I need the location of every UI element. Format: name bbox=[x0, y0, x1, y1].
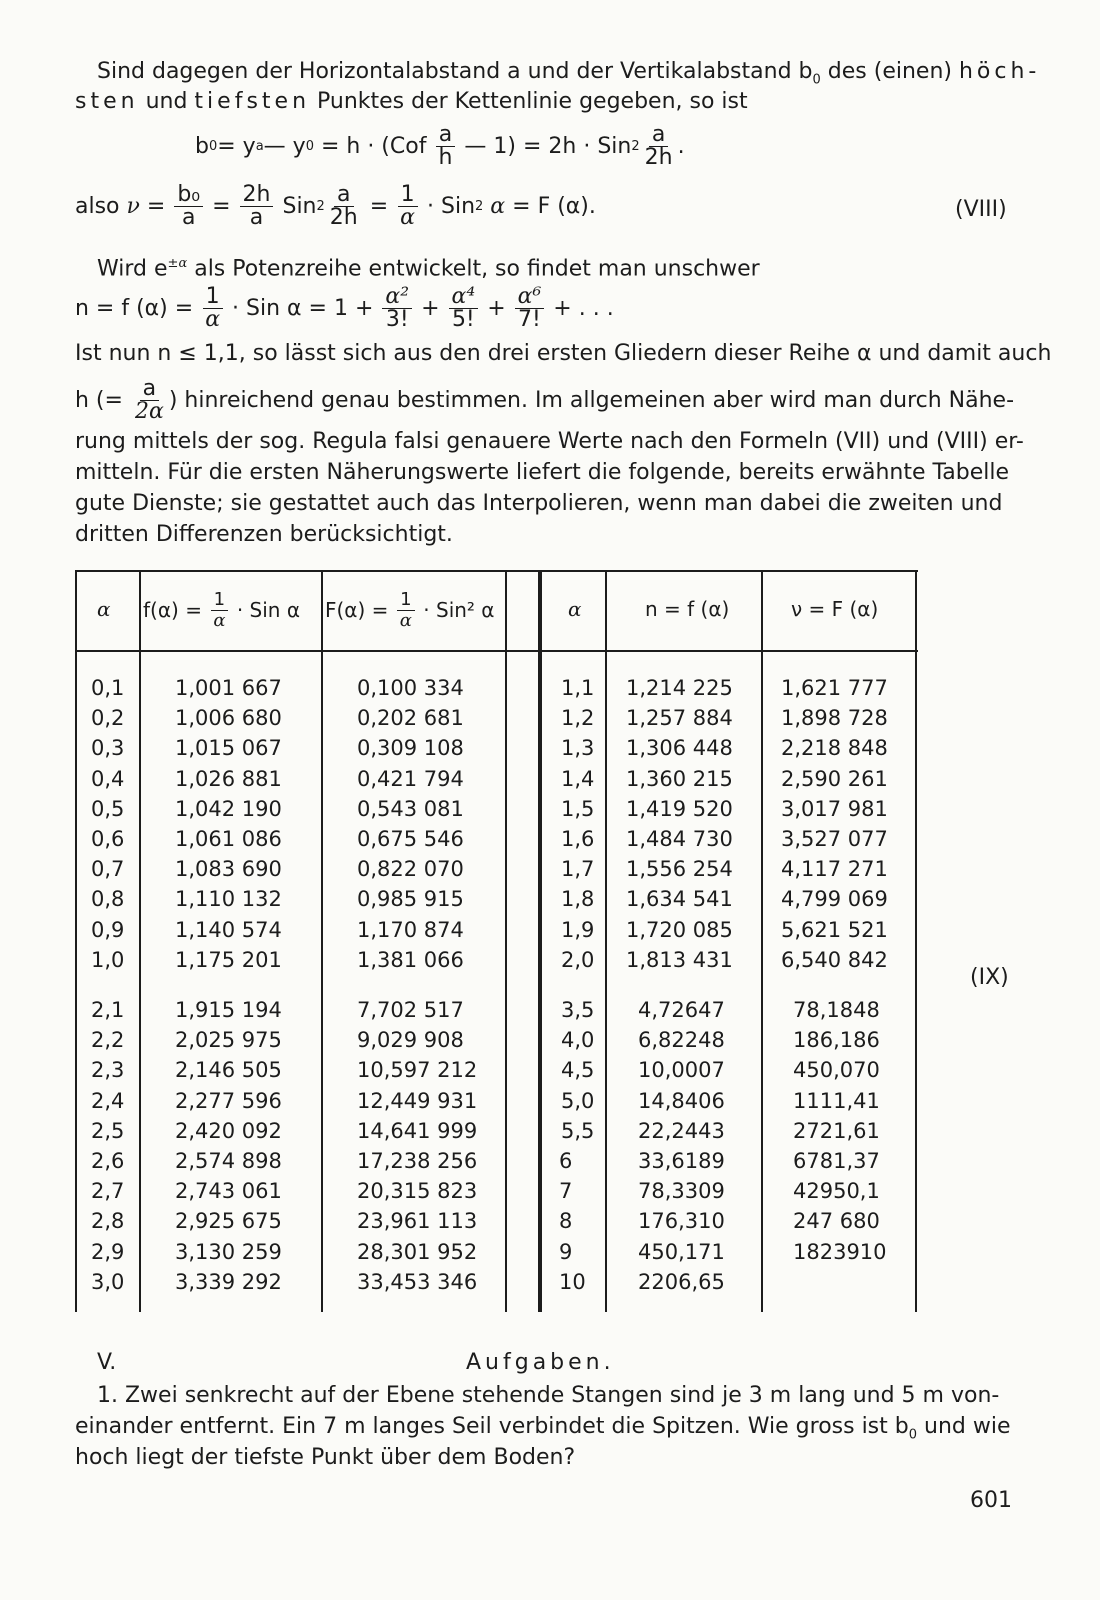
equation-label-ix: (IX) bbox=[970, 965, 1009, 990]
fraction-b0-over-a: $\frac{\text{b₀}}{a}$ bbox=[174, 184, 203, 229]
table-right-n-value-cell: 450,171 bbox=[638, 1239, 725, 1264]
table-right-n-value-cell: 1,634 541 bbox=[626, 887, 733, 912]
table-left-F-value-cell: 0,309 108 bbox=[357, 736, 464, 761]
table-left-f-value-cell: 1,140 574 bbox=[175, 917, 282, 942]
paragraph-line-4: mitteln. Für die ersten Näherungswerte liefert die folgende, bereits erwähnte Tabelle bbox=[75, 460, 1010, 485]
table-col-sep-3 bbox=[505, 570, 507, 1312]
table-right-n-value-cell: 1,556 254 bbox=[626, 857, 733, 882]
table-right-alpha-cell: 4,5 bbox=[561, 1058, 595, 1083]
table-left-border bbox=[75, 570, 77, 1312]
header-F-frac: $\frac{1}{\alpha}$ bbox=[397, 590, 415, 631]
series-intro: Wird $e^{\pm\alpha}$ als Potenzreihe entwickelt, so findet man unschwer bbox=[97, 256, 760, 282]
table-left-alpha-cell: 2,2 bbox=[91, 1028, 125, 1053]
table-right-n-value-cell: 1,306 448 bbox=[626, 736, 733, 761]
table-right-nu-value-cell: 1,898 728 bbox=[781, 706, 888, 731]
table-left-F-value-cell: 14,641 999 bbox=[357, 1118, 478, 1143]
table-col-sep-1 bbox=[139, 570, 141, 1312]
section-number: V. bbox=[97, 1350, 117, 1375]
table-left-f-value-cell: 2,574 898 bbox=[175, 1149, 282, 1173]
table-right-nu-value-cell: 5,621 521 bbox=[781, 917, 888, 942]
table-left-f-value-cell: 2,743 061 bbox=[175, 1179, 282, 1204]
table-right-n-value-cell: 1,360 215 bbox=[626, 766, 733, 791]
table-right-alpha-cell: 1,9 bbox=[561, 917, 595, 942]
table-right-alpha-cell: 6 bbox=[559, 1149, 573, 1173]
exercise-line-1: 1. Zwei senkrecht auf der Ebene stehende Stangen sind je 3 m lang und 5 m von- bbox=[97, 1383, 1000, 1408]
paragraph-line-3: rung mittels der sog. Regula falsi genauere Werte nach den Formeln (VII) und (VIII) er- bbox=[75, 429, 1024, 454]
table-right-nu-value-cell: 1,621 777 bbox=[781, 676, 888, 700]
table-right-n-value-cell: 1,214 225 bbox=[626, 676, 733, 700]
table-right-nu-value-cell: 42950,1 bbox=[793, 1179, 880, 1204]
table-right-alpha-cell: 1,3 bbox=[561, 736, 595, 761]
table-right-n-value-cell: 1,484 730 bbox=[626, 827, 733, 851]
table-left-alpha-cell: 0,9 bbox=[91, 917, 125, 942]
table-right-nu-value-cell: 247 680 bbox=[793, 1209, 880, 1234]
table-left-f-value-cell: 2,420 092 bbox=[175, 1118, 282, 1143]
table-left-f-value-cell: 1,110 132 bbox=[175, 887, 282, 912]
table-right-n-value-cell: 1,813 431 bbox=[626, 947, 733, 972]
table-left-alpha-cell: 0,4 bbox=[91, 766, 125, 791]
table-right-border bbox=[915, 570, 917, 1312]
table-right-nu-value-cell: 2,590 261 bbox=[781, 766, 888, 791]
table-header-separator bbox=[75, 650, 918, 652]
table-right-n-value-cell: 2206,65 bbox=[638, 1269, 725, 1294]
fraction-2h-over-a: $\frac{2h}{a}$ bbox=[240, 184, 274, 229]
table-left-F-value-cell: 0,822 070 bbox=[357, 857, 464, 882]
table-left-f-value-cell: 1,083 690 bbox=[175, 857, 282, 882]
table-right-alpha-cell: 1,4 bbox=[561, 766, 595, 791]
table-right-alpha-cell: 3,5 bbox=[561, 998, 595, 1022]
table-right-nu-value-cell: 4,799 069 bbox=[781, 887, 888, 912]
table-left-F-value-cell: 7,702 517 bbox=[357, 998, 464, 1022]
table-left-F-value-cell: 10,597 212 bbox=[357, 1058, 478, 1083]
table-left-alpha-cell: 3,0 bbox=[91, 1269, 125, 1294]
table-left-alpha-cell: 0,3 bbox=[91, 736, 125, 761]
table-right-alpha-cell: 5,0 bbox=[561, 1088, 595, 1113]
table-left-F-value-cell: 20,315 823 bbox=[357, 1179, 478, 1204]
table-right-n-value-cell: 4,72647 bbox=[638, 998, 725, 1022]
table-left-f-value-cell: 1,175 201 bbox=[175, 947, 282, 972]
table-left-f-value-cell: 1,042 190 bbox=[175, 796, 282, 821]
table-left-alpha-cell: 1,0 bbox=[91, 947, 125, 972]
fraction-a-over-2h: $\frac{a}{2h}$ bbox=[644, 122, 673, 170]
table-right-n-value-cell: 78,3309 bbox=[638, 1179, 725, 1204]
table-left-F-value-cell: 23,961 113 bbox=[357, 1209, 478, 1234]
fraction-1-over-alpha-2: $\frac{1}{\alpha}$ bbox=[202, 286, 223, 331]
table-right-n-value-cell: 1,257 884 bbox=[626, 706, 733, 731]
table-left-F-value-cell: 28,301 952 bbox=[357, 1239, 478, 1264]
header-alpha: α bbox=[97, 597, 111, 621]
table-left-f-value-cell: 2,025 975 bbox=[175, 1028, 282, 1053]
table-right-n-value-cell: 1,419 520 bbox=[626, 796, 733, 821]
table-left-f-value-cell: 1,001 667 bbox=[175, 676, 282, 700]
table-left-F-value-cell: 17,238 256 bbox=[357, 1149, 478, 1173]
table-left-f-value-cell: 1,015 067 bbox=[175, 736, 282, 761]
table-col-sep-5 bbox=[761, 570, 763, 1312]
header-n: n = f (α) bbox=[645, 597, 730, 621]
table-left-alpha-cell: 2,4 bbox=[91, 1088, 125, 1113]
table-right-n-value-cell: 6,82248 bbox=[638, 1028, 725, 1053]
paragraph-line-6: dritten Differenzen berücksichtigt. bbox=[75, 522, 453, 547]
table-left-f-value-cell: 2,925 675 bbox=[175, 1209, 282, 1234]
table-left-f-value-cell: 1,006 680 bbox=[175, 706, 282, 731]
paragraph-line-2: h (= $\frac{a}{2\alpha}$ ) hinreichend genau bestimmen. Im allgemeinen aber wird man durch Nähe- bbox=[75, 376, 1015, 424]
table-left-F-value-cell: 1,381 066 bbox=[357, 947, 464, 972]
equation-series: n = f (α) = $\frac{1}{\alpha}$ · Sin α = 1 + $\frac{\text{α²}}{3!}$ + $\frac{\text{α⁴}}{5!}$ + $\frac{\text{α⁶}}{7!}$ + . . . bbox=[75, 284, 614, 332]
table-right-alpha-cell: 8 bbox=[559, 1209, 573, 1234]
table-left-alpha-cell: 0,6 bbox=[91, 827, 125, 851]
table-right-alpha-cell: 9 bbox=[559, 1239, 573, 1264]
table-left-alpha-cell: 0,5 bbox=[91, 796, 125, 821]
table-left-F-value-cell: 12,449 931 bbox=[357, 1088, 478, 1113]
table-left-F-value-cell: 0,543 081 bbox=[357, 796, 464, 821]
table-left-F-value-cell: 33,453 346 bbox=[357, 1269, 478, 1294]
table-right-nu-value-cell: 4,117 271 bbox=[781, 857, 888, 882]
header-f-alpha: f(α) = $\frac{1}{\alpha}$ · Sin α bbox=[143, 588, 301, 631]
function-table bbox=[75, 570, 918, 1312]
table-left-alpha-cell: 2,9 bbox=[91, 1239, 125, 1264]
fraction-1-over-alpha: $\frac{1}{\alpha}$ bbox=[397, 184, 418, 229]
table-left-alpha-cell: 2,8 bbox=[91, 1209, 125, 1234]
table-left-alpha-cell: 0,1 bbox=[91, 676, 125, 700]
table-left-alpha-cell: 2,1 bbox=[91, 998, 125, 1022]
table-left-F-value-cell: 0,421 794 bbox=[357, 766, 464, 791]
table-left-f-value-cell: 1,061 086 bbox=[175, 827, 282, 851]
table-right-alpha-cell: 1,1 bbox=[561, 676, 595, 700]
table-right-alpha-cell: 1,6 bbox=[561, 827, 595, 851]
table-left-F-value-cell: 0,675 546 bbox=[357, 827, 464, 851]
header-alpha-2: α bbox=[568, 597, 582, 621]
table-right-alpha-cell: 7 bbox=[559, 1179, 573, 1204]
table-right-alpha-cell: 5,5 bbox=[561, 1118, 595, 1143]
table-col-sep-2 bbox=[321, 570, 323, 1312]
table-double-rule bbox=[538, 570, 542, 1312]
table-right-nu-value-cell: 78,1848 bbox=[793, 998, 880, 1022]
table-right-alpha-cell: 10 bbox=[559, 1269, 586, 1294]
table-left-alpha-cell: 2,7 bbox=[91, 1179, 125, 1204]
section-title: Aufgaben. bbox=[466, 1350, 615, 1375]
table-right-nu-value-cell: 186,186 bbox=[793, 1028, 880, 1053]
equation-label-viii: (VIII) bbox=[955, 197, 1007, 222]
table-right-alpha-cell: 1,2 bbox=[561, 706, 595, 731]
table-left-F-value-cell: 1,170 874 bbox=[357, 917, 464, 942]
table-left-alpha-cell: 0,2 bbox=[91, 706, 125, 731]
table-right-alpha-cell: 1,8 bbox=[561, 887, 595, 912]
page-number: 601 bbox=[970, 1488, 1012, 1513]
paragraph-line-5: gute Dienste; sie gestattet auch das Interpolieren, wenn man dabei die zweiten und bbox=[75, 491, 1003, 516]
table-right-nu-value-cell: 6781,37 bbox=[793, 1149, 880, 1173]
header-nu: ν = F (α) bbox=[791, 597, 879, 621]
table-left-f-value-cell: 1,026 881 bbox=[175, 766, 282, 791]
table-right-n-value-cell: 14,8406 bbox=[638, 1088, 725, 1113]
exercise-line-2: einander entfernt. Ein 7 m langes Seil verbindet die Spitzen. Wie gross ist $b_0$ und wie bbox=[75, 1414, 1011, 1443]
table-left-F-value-cell: 0,100 334 bbox=[357, 676, 464, 700]
table-left-F-value-cell: 0,202 681 bbox=[357, 706, 464, 731]
table-left-f-value-cell: 1,915 194 bbox=[175, 998, 282, 1022]
table-right-alpha-cell: 1,7 bbox=[561, 857, 595, 882]
table-left-F-value-cell: 0,985 915 bbox=[357, 887, 464, 912]
table-right-alpha-cell: 2,0 bbox=[561, 947, 595, 972]
table-right-n-value-cell: 1,720 085 bbox=[626, 917, 733, 942]
table-top-border bbox=[75, 570, 918, 572]
table-left-f-value-cell: 3,339 292 bbox=[175, 1269, 282, 1294]
equation-b0: b 0 = y a — y 0 = h · (Cof $\frac{a}{h}$ — 1) = 2h · Sin 2 $\frac{a}{2h}$ . bbox=[195, 122, 685, 170]
table-right-n-value-cell: 22,2443 bbox=[638, 1118, 725, 1143]
table-right-alpha-cell: 4,0 bbox=[561, 1028, 595, 1053]
table-left-alpha-cell: 2,3 bbox=[91, 1058, 125, 1083]
table-right-nu-value-cell: 3,017 981 bbox=[781, 796, 888, 821]
term-alpha2: $\frac{\text{α²}}{3!}$ bbox=[382, 286, 412, 331]
exercise-line-3: hoch liegt der tiefste Punkt über dem Boden? bbox=[75, 1445, 576, 1470]
intro-line-1: Sind dagegen der Horizontalabstand a und der Vertikalabstand $b_0$ des (einen) höch- bbox=[97, 59, 1041, 88]
table-right-nu-value-cell: 3,527 077 bbox=[781, 827, 888, 851]
table-right-nu-value-cell: 2721,61 bbox=[793, 1118, 880, 1143]
table-left-f-value-cell: 2,146 505 bbox=[175, 1058, 282, 1083]
fraction-a-over-2alpha: $\frac{a}{2\alpha}$ bbox=[134, 376, 164, 424]
table-left-alpha-cell: 0,8 bbox=[91, 887, 125, 912]
paragraph-line-1: Ist nun n ≤ 1,1, so lässt sich aus den drei ersten Gliedern dieser Reihe α und damit auch bbox=[75, 341, 1052, 366]
header-f-frac: $\frac{1}{\alpha}$ bbox=[210, 590, 228, 631]
table-right-nu-value-cell: 1111,41 bbox=[793, 1088, 880, 1113]
table-col-sep-4 bbox=[605, 570, 607, 1312]
table-right-nu-value-cell: 450,070 bbox=[793, 1058, 880, 1083]
fraction-a-over-2h-2: $\frac{a}{2h}$ bbox=[329, 182, 358, 230]
table-right-n-value-cell: 33,6189 bbox=[638, 1149, 725, 1173]
table-right-n-value-cell: 10,0007 bbox=[638, 1058, 725, 1083]
table-left-f-value-cell: 3,130 259 bbox=[175, 1239, 282, 1264]
table-left-F-value-cell: 9,029 908 bbox=[357, 1028, 464, 1053]
table-right-alpha-cell: 1,5 bbox=[561, 796, 595, 821]
header-F-alpha: F(α) = $\frac{1}{\alpha}$ · Sin² α bbox=[325, 588, 495, 631]
table-left-alpha-cell: 0,7 bbox=[91, 857, 125, 882]
table-left-f-value-cell: 2,277 596 bbox=[175, 1088, 282, 1113]
term-alpha4: $\frac{\text{α⁴}}{5!}$ bbox=[449, 286, 479, 331]
term-alpha6: $\frac{\text{α⁶}}{7!}$ bbox=[515, 286, 545, 331]
table-left-alpha-cell: 2,5 bbox=[91, 1118, 125, 1143]
table-right-nu-value-cell: 6,540 842 bbox=[781, 947, 888, 972]
table-right-n-value-cell: 176,310 bbox=[638, 1209, 725, 1234]
intro-line-2: sten und tiefsten Punktes der Kettenlinie gegeben, so ist bbox=[75, 89, 748, 114]
table-right-nu-value-cell: 2,218 848 bbox=[781, 736, 888, 761]
table-left-alpha-cell: 2,6 bbox=[91, 1149, 125, 1173]
fraction-a-over-h: $\frac{a}{h}$ bbox=[435, 124, 455, 169]
equation-viii: also ν = $\frac{\text{b₀}}{a}$ = $\frac{2h}{a}$ Sin 2 $\frac{a}{2h}$ = $\frac{1}{\alpha}$ · Sin 2 α = F (α). bbox=[75, 182, 596, 230]
table-right-nu-value-cell: 1823910 bbox=[793, 1239, 887, 1264]
